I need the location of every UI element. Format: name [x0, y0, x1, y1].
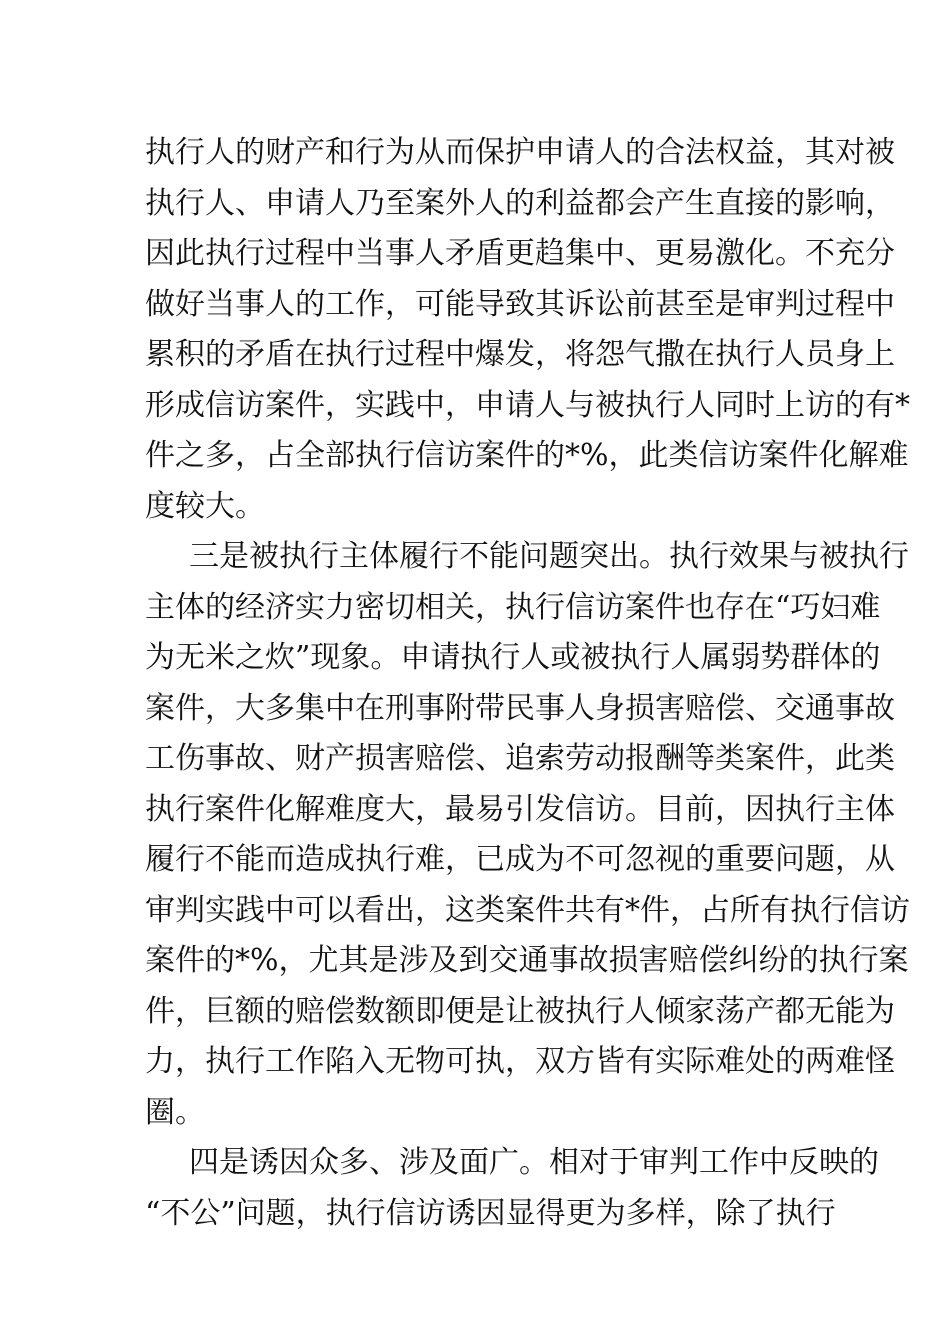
text-line: 件，巨额的赔偿数额即便是让被执行人倾家荡产都无能为 — [145, 993, 895, 1029]
text-line: “不公”问题，执行信访诱因显得更为多样，除了执行 — [145, 1195, 836, 1231]
text-line: 四是诱因众多、涉及面广。相对于审判工作中反映的 — [189, 1145, 879, 1180]
text-line: 形成信访案件，实践中，申请人与被执行人同时上访的有* — [145, 387, 910, 423]
text-line: 主体的经济实力密切相关，执行信访案件也存在“巧妇难 — [145, 589, 881, 625]
body-text — [145, 128, 910, 1239]
text-line: 累积的矛盾在执行过程中爆发，将怨气撒在执行人员身上 — [145, 337, 895, 372]
text-line: 件之多，占全部执行信访案件的*%，此类信访案件化解难 — [145, 438, 909, 473]
text-line: 执行案件化解难度大，最易引发信访。目前，因执行主体 — [145, 791, 895, 827]
paragraph — [145, 128, 910, 532]
paragraph — [145, 1138, 879, 1239]
text-line: 圈。 — [145, 1094, 205, 1130]
text-line: 工伤事故、财产损害赔偿、追索劳动报酬等类案件，此类 — [145, 741, 895, 776]
text-line: 案件的*%，尤其是涉及到交通事故损害赔偿纠纷的执行案 — [145, 943, 909, 978]
text-line: 力，执行工作陷入无物可执，双方皆有实际难处的两难怪 — [145, 1044, 895, 1079]
text-line: 执行人、申请人乃至案外人的利益都会产生直接的影响， — [145, 185, 895, 221]
text-line: 审判实践中可以看出，这类案件共有*件，占所有执行信访 — [145, 892, 910, 928]
paragraph — [145, 532, 910, 1138]
text-line: 履行不能而造成执行难，已成为不可忽视的重要问题，从 — [145, 842, 895, 877]
text-line: 执行人的财产和行为从而保护申请人的合法权益，其对被 — [145, 135, 895, 170]
text-line: 为无米之炊”现象。申请执行人或被执行人属弱势群体的 — [145, 640, 881, 675]
text-line: 案件，大多集中在刑事附带民事人身损害赔偿、交通事故 — [145, 690, 895, 726]
text-line: 度较大。 — [145, 488, 265, 524]
text-line: 因此执行过程中当事人矛盾更趋集中、更易激化。不充分 — [145, 236, 895, 271]
text-line: 做好当事人的工作，可能导致其诉讼前甚至是审判过程中 — [145, 286, 895, 322]
text-line: 三是被执行主体履行不能问题突出。执行效果与被执行 — [189, 539, 909, 574]
